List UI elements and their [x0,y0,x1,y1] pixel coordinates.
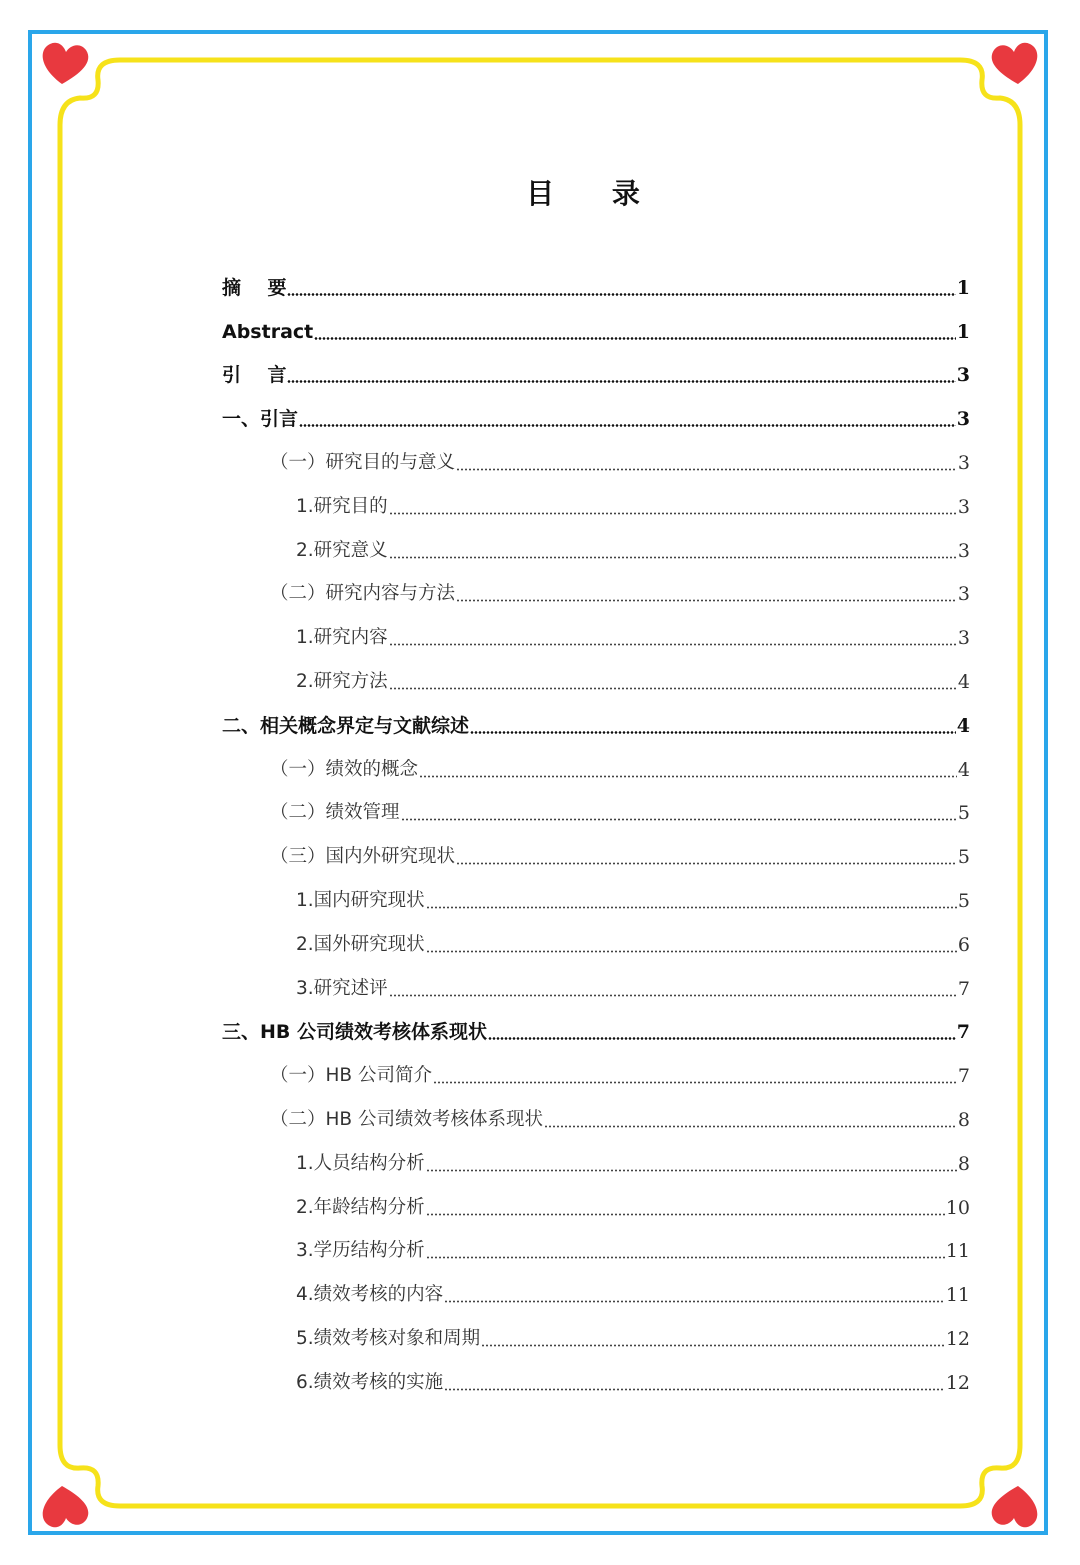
toc-entry-label: 1.研究内容 [296,627,388,649]
toc-leader-dots [299,407,956,427]
toc-leader-dots [389,670,957,690]
toc-leader-dots [389,626,957,646]
toc-entry[interactable] [222,1090,970,1134]
toc-entry[interactable] [222,1222,970,1266]
toc-leader-dots [444,1283,945,1303]
toc-entry[interactable] [222,1003,970,1047]
toc-entry[interactable] [222,1134,970,1178]
toc-leader-dots [426,1239,945,1259]
toc-entry-page: 7 [956,1021,970,1044]
toc-entry-label: 二、相关概念界定与文献综述 [222,714,470,737]
toc-leader-dots [544,1108,957,1128]
toc-entry-page: 7 [957,977,970,1000]
heart-icon-top-right [992,43,1038,84]
toc-entry[interactable] [222,959,970,1003]
toc-entry-page: 12 [945,1371,970,1394]
toc-entry-page: 3 [956,364,970,387]
toc-entry-page: 5 [957,889,970,912]
toc-entry-page: 8 [957,1108,970,1131]
toc-entry-page: 4 [957,670,970,693]
toc-leader-dots [426,933,957,953]
toc-entry[interactable] [222,827,970,871]
toc-entry-page: 4 [957,758,970,781]
toc-entry[interactable] [222,477,970,521]
toc-entry[interactable] [222,1265,970,1309]
toc-leader-dots [481,1327,945,1347]
toc-entry[interactable] [222,871,970,915]
toc-entry[interactable] [222,302,970,346]
toc-leader-dots [426,1196,945,1216]
toc-entry[interactable] [222,433,970,477]
toc-entry[interactable] [222,389,970,433]
toc-entry-page: 3 [957,495,970,518]
toc-entry-page: 3 [957,583,970,606]
toc-entry-label: 5.绩效考核对象和周期 [296,1327,481,1349]
toc-entry-page: 1 [956,320,970,343]
toc-entry-page: 5 [957,846,970,869]
toc-entry-label: Abstract [222,320,314,343]
toc-leader-dots [389,977,957,997]
toc-entry-label: 摘 要 [222,276,287,299]
toc-entry-label: 1.人员结构分析 [296,1152,425,1174]
toc-leader-dots [389,539,957,559]
toc-entry-label: 1.国内研究现状 [296,889,425,911]
toc-entry-label: （一）HB 公司简介 [270,1065,432,1087]
toc-entry[interactable] [222,740,970,784]
toc-leader-dots [287,363,955,383]
toc-entry-page: 7 [957,1065,970,1088]
toc-leader-dots [419,758,957,778]
page-title: 目 录 [526,177,664,210]
toc-entry[interactable] [222,608,970,652]
toc-entry-page: 1 [956,276,970,299]
toc-entry-label: （二）HB 公司绩效考核体系现状 [270,1108,543,1130]
toc-leader-dots [433,1064,957,1084]
toc-entry-page: 3 [957,451,970,474]
toc-entry-label: 3.研究述评 [296,977,388,999]
toc-entry-page: 8 [957,1152,970,1175]
toc-entry-page: 12 [945,1327,970,1350]
toc-entry[interactable] [222,1309,970,1353]
toc-entry-label: 三、HB 公司绩效考核体系现状 [222,1021,487,1044]
toc-leader-dots [444,1371,945,1391]
toc-entry-label: 2.研究意义 [296,539,388,561]
toc-entry-label: （一）绩效的概念 [270,758,419,780]
toc-entry-page: 10 [945,1196,970,1219]
toc-entry[interactable] [222,1046,970,1090]
toc-entry-label: 4.绩效考核的内容 [296,1284,444,1306]
toc-leader-dots [470,714,956,734]
toc-leader-dots [389,495,957,515]
toc-entry-label: 2.研究方法 [296,670,388,692]
toc-entry-label: （一）研究目的与意义 [270,451,456,473]
toc-leader-dots [456,451,957,471]
toc-entry-page: 5 [957,802,970,825]
toc-entry-label: （三）国内外研究现状 [270,846,456,868]
toc-leader-dots [426,889,957,909]
toc-entry[interactable] [222,915,970,959]
toc-leader-dots [426,1152,957,1172]
toc-entry[interactable] [222,696,970,740]
toc-leader-dots [401,801,957,821]
toc-entry-label: 1.研究目的 [296,495,388,517]
toc-entry-label: （二）研究内容与方法 [270,583,456,605]
toc-entry-page: 3 [956,408,970,431]
toc-entry[interactable] [222,521,970,565]
heart-icon-bottom-left [43,1486,89,1527]
toc-entry[interactable] [222,652,970,696]
toc-entry-label: 2.国外研究现状 [296,933,425,955]
toc-leader-dots [456,845,957,865]
heart-icon-top-left [43,43,89,84]
toc-entry-label: 引 言 [222,364,287,387]
heart-icon-bottom-right [992,1486,1038,1527]
toc-leader-dots [314,320,956,340]
toc-entry-page: 3 [957,627,970,650]
toc-leader-dots [456,582,957,602]
toc-entry-label: 3.学历结构分析 [296,1240,425,1262]
toc-entry[interactable] [222,1353,970,1397]
toc-entry-label: 一、引言 [222,408,299,431]
toc-entry[interactable] [222,565,970,609]
table-of-contents [222,258,970,1397]
toc-entry-page: 3 [957,539,970,562]
toc-entry[interactable] [222,1178,970,1222]
toc-leader-dots [287,276,955,296]
toc-entry-label: （二）绩效管理 [270,802,400,824]
toc-entry-page: 11 [945,1240,970,1263]
toc-entry[interactable] [222,346,970,390]
toc-entry[interactable] [222,258,970,302]
toc-leader-dots [488,1020,956,1040]
toc-entry-page: 6 [957,933,970,956]
toc-entry-label: 2.年龄结构分析 [296,1196,425,1218]
toc-entry-page: 4 [956,714,970,737]
toc-entry[interactable] [222,784,970,828]
toc-entry-page: 11 [945,1284,970,1307]
toc-entry-label: 6.绩效考核的实施 [296,1371,444,1393]
